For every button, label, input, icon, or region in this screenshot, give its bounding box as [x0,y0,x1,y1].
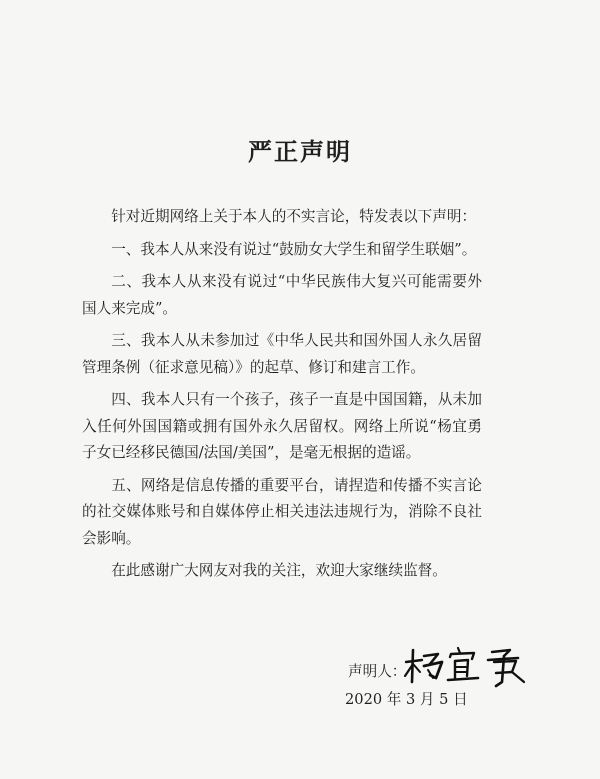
statement-body [82,204,482,591]
closing-paragraph: 在此感谢广大网友对我的关注，欢迎大家继续监督。 [111,562,447,579]
statement-item-3: 三、我本人从未参加过《中华人民共和国外国人永久居留管理条例（征求意见稿）》的起草、修订和建言工作。 [82,332,482,376]
intro-paragraph: 针对近期网络上关于本人的不实言论，特发表以下声明： [111,208,477,225]
statement-item-4: 四、我本人只有一个孩子，孩子一直是中国国籍，从未加入任何外国国籍或拥有国外永久居留权。网络上所说“杨宜勇子女已经移民德国/法国/美国”，是毫无根据的造谣。 [82,391,482,461]
signer-label: 声明人： [348,663,407,680]
statement-item-1: 一、我本人从来没有说过“鼓励女大学生和留学生联姻”。 [111,240,477,258]
page-title: 严正声明 [248,138,352,166]
handwritten-signature [400,642,530,688]
statement-item-2: 二、我本人从来没有说过“中华民族伟大复兴可能需要外国人来完成”。 [82,273,482,317]
statement-date: 2020 年 3 月 5 日 [345,691,468,708]
statement-item-5: 五、网络是信息传播的重要平台，请捏造和传播不实言论的社交媒体账号和自媒体停止相关违法违规行为，消除不良社会影响。 [82,476,482,547]
